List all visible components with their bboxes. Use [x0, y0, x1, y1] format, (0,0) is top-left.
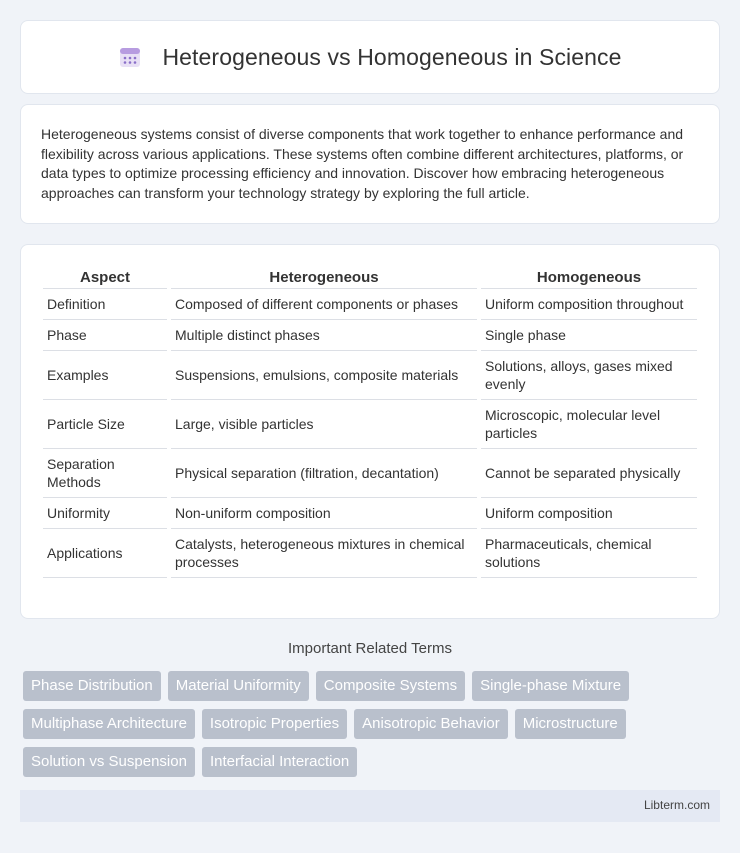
- title-card: [20, 20, 720, 94]
- heterogeneous-cell: Multiple distinct phases: [171, 320, 477, 351]
- aspect-cell: Definition: [43, 289, 167, 320]
- term-tag[interactable]: Solution vs Suspension: [23, 747, 195, 777]
- homogeneous-cell: Single phase: [481, 320, 697, 351]
- aspect-cell: Particle Size: [43, 400, 167, 449]
- term-tag[interactable]: Anisotropic Behavior: [354, 709, 508, 739]
- header-aspect: Aspect: [43, 265, 167, 289]
- homogeneous-cell: Solutions, alloys, gases mixed evenly: [481, 351, 697, 400]
- calendar-icon: [118, 45, 142, 69]
- table-row: [43, 351, 697, 400]
- term-tag[interactable]: Isotropic Properties: [202, 709, 347, 739]
- related-terms: [23, 671, 723, 785]
- homogeneous-cell: Cannot be separated physically: [481, 449, 697, 498]
- term-tag[interactable]: Interfacial Interaction: [202, 747, 357, 777]
- term-tag[interactable]: Microstructure: [515, 709, 626, 739]
- header-homogeneous: Homogeneous: [481, 265, 697, 289]
- table-row: [43, 498, 697, 529]
- table-row: [43, 529, 697, 578]
- table-row: [43, 289, 697, 320]
- heterogeneous-cell: Physical separation (filtration, decantation): [171, 449, 477, 498]
- heterogeneous-cell: Composed of different components or phases: [171, 289, 477, 320]
- page-title: Heterogeneous vs Homogeneous in Science: [162, 43, 622, 70]
- term-tag[interactable]: Material Uniformity: [168, 671, 309, 701]
- comparison-table: [39, 265, 701, 578]
- intro-text: Heterogeneous systems consist of diverse components that work together to enhance performance and flexibility across various applications. These systems often combine different architectures, platforms, or data types to optimize processing efficiency and innovation. Discover how embracing heterogeneous approaches can transform your technology strategy by exploring the full article.: [41, 126, 684, 201]
- table-row: [43, 320, 697, 351]
- aspect-cell: Examples: [43, 351, 167, 400]
- table-row: [43, 449, 697, 498]
- homogeneous-cell: Pharmaceuticals, chemical solutions: [481, 529, 697, 578]
- aspect-cell: Applications: [43, 529, 167, 578]
- footer-site[interactable]: Libterm.com: [643, 798, 710, 812]
- footer: [20, 790, 720, 822]
- comparison-table-card: [20, 244, 720, 619]
- heterogeneous-cell: Large, visible particles: [171, 400, 477, 449]
- heterogeneous-cell: Catalysts, heterogeneous mixtures in chemical processes: [171, 529, 477, 578]
- homogeneous-cell: Uniform composition throughout: [481, 289, 697, 320]
- table-row: [43, 400, 697, 449]
- heterogeneous-cell: Suspensions, emulsions, composite materials: [171, 351, 477, 400]
- term-tag[interactable]: Phase Distribution: [23, 671, 161, 701]
- heterogeneous-cell: Non-uniform composition: [171, 498, 477, 529]
- term-tag[interactable]: Multiphase Architecture: [23, 709, 195, 739]
- aspect-cell: Uniformity: [43, 498, 167, 529]
- term-tag[interactable]: Composite Systems: [316, 671, 465, 701]
- homogeneous-cell: Microscopic, molecular level particles: [481, 400, 697, 449]
- homogeneous-cell: Uniform composition: [481, 498, 697, 529]
- aspect-cell: Phase: [43, 320, 167, 351]
- aspect-cell: Separation Methods: [43, 449, 167, 498]
- related-terms-title: Important Related Terms: [288, 640, 452, 657]
- term-tag[interactable]: Single-phase Mixture: [472, 671, 629, 701]
- intro-card: [20, 104, 720, 224]
- header-heterogeneous: Heterogeneous: [171, 265, 477, 289]
